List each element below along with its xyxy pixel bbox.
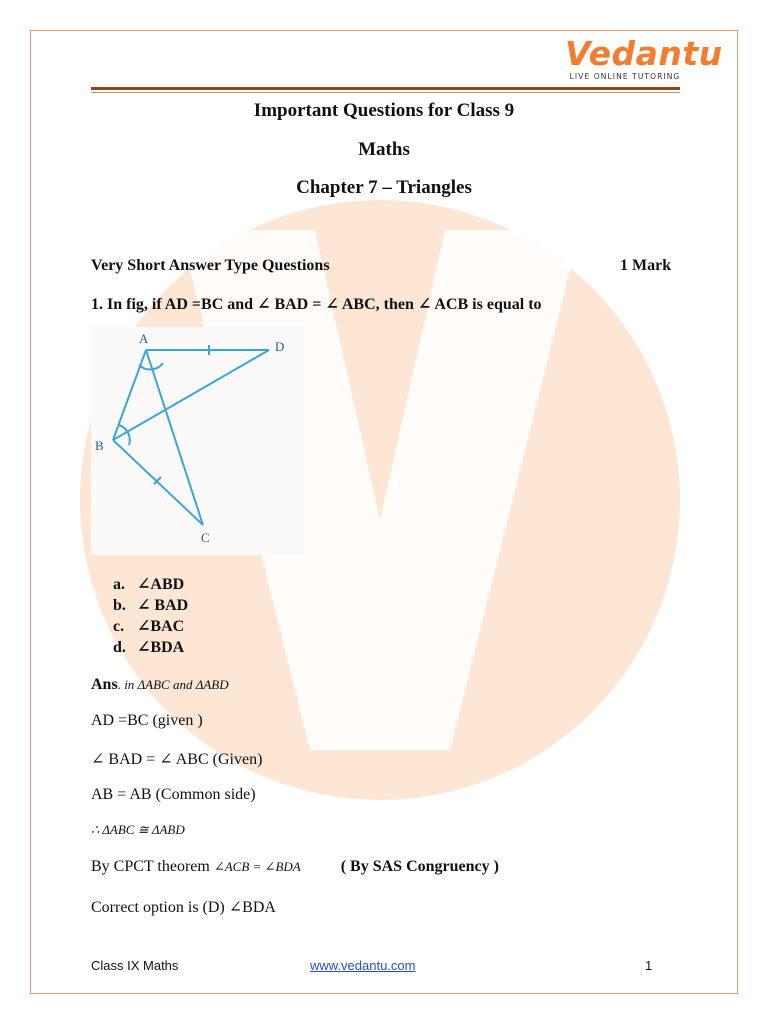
question-text: 1. In fig, if AD =BC and ∠ BAD = ∠ ABC, then ∠ ACB is equal to: [91, 296, 542, 313]
answer-step-5-math: ∠ACB = ∠BDA: [213, 859, 301, 874]
header-rule-thin: [91, 92, 680, 93]
footer-website-link[interactable]: www.vedantu.com: [310, 958, 416, 973]
page-number: 1: [645, 958, 653, 973]
answer-step-1: AD =BC (given ): [91, 712, 203, 729]
answer-step-5: [91, 858, 499, 876]
answer-step-2: ∠ BAD = ∠ ABC (Given): [91, 751, 263, 768]
triangle-figure: [91, 327, 303, 555]
logo-wordmark: Vedantu: [565, 34, 723, 73]
vertex-label-d: D: [275, 339, 285, 354]
chapter-title: Chapter 7 – Triangles: [296, 177, 472, 198]
answer-step-4: ∴ ΔABC ≅ ΔABD: [91, 822, 185, 837]
header-rule: [91, 87, 680, 90]
option-b: b. ∠ BAD: [113, 597, 189, 614]
option-c: c. ∠BAC: [113, 618, 185, 635]
vertex-label-c: C: [201, 530, 210, 545]
vertex-label-a: A: [139, 331, 149, 346]
vedantu-logo: [565, 34, 723, 81]
option-a: a. ∠ABD: [113, 576, 185, 593]
answer-step-3: AB = AB (Common side): [91, 786, 256, 803]
answer-intro-text: . in ΔABC and ΔABD: [117, 677, 229, 692]
answer-options: [113, 574, 188, 658]
subject-title: Maths: [358, 139, 410, 160]
vertex-label-b: B: [95, 438, 104, 453]
section-heading: Very Short Answer Type Questions: [91, 257, 330, 274]
answer-step-5-text: By CPCT theorem: [91, 858, 214, 875]
answer-prefix: Ans: [91, 676, 118, 693]
option-d: d. ∠BDA: [113, 639, 185, 656]
answer-conclusion: Correct option is (D) ∠BDA: [91, 899, 276, 916]
document-title: Important Questions for Class 9: [253, 100, 515, 121]
logo-tagline: LIVE ONLINE TUTORING: [569, 72, 681, 81]
footer-class-label: Class IX Maths: [91, 958, 179, 973]
answer-intro: [91, 676, 229, 694]
answer-step-5-note: ( By SAS Congruency ): [340, 858, 499, 875]
section-marks: 1 Mark: [620, 257, 672, 274]
